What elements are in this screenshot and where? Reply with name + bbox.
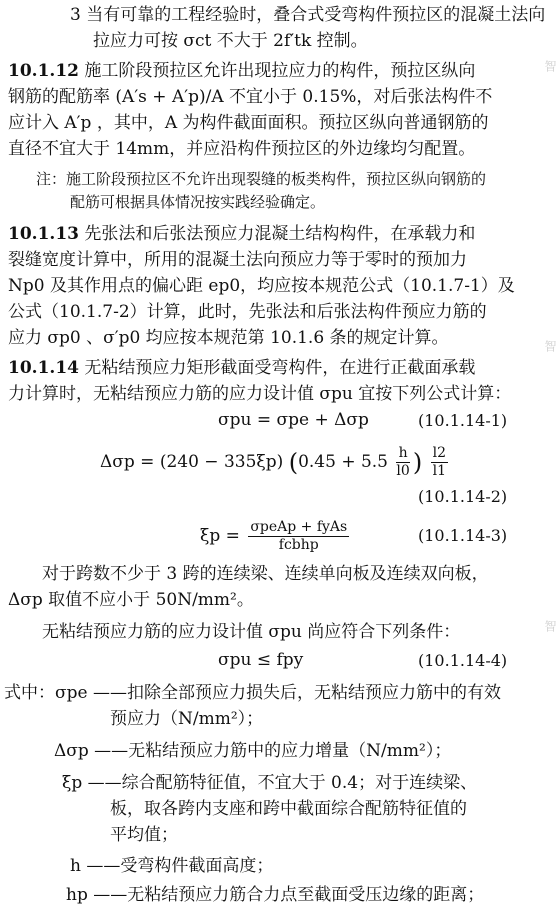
definition-text: ——无粘结预应力筋合力点至截面受压边缘的距离； xyxy=(93,885,485,905)
paragraph-line: Np0 及其作用点的偏心距 ep0，均应按本规范公式（10.1.7-1）及 xyxy=(8,276,515,296)
paragraph-line: 应计入 A′p ，其中，A 为构件截面面积。预拉区纵向普通钢筋的 xyxy=(8,113,489,133)
fraction-denominator: l1 xyxy=(432,463,446,479)
fraction-numerator: l2 xyxy=(432,445,446,461)
paragraph-line: 无粘结预应力矩形截面受弯构件，在进行正截面承载 xyxy=(84,358,476,378)
fraction-denominator: l0 xyxy=(396,463,410,479)
paragraph-line: 对于跨数不少于 3 跨的连续梁、连续单向板及连续双向板， xyxy=(42,564,489,584)
paragraph-line: 无粘结预应力筋的应力设计值 σpu 尚应符合下列条件： xyxy=(42,622,461,642)
paragraph-line: Δσp 取值不应小于 50N/mm²。 xyxy=(8,590,254,610)
paragraph-line: 钢筋的配筋率 (A′s + A′p)/A 不宜小于 0.15%，对后张法构件不 xyxy=(8,87,493,107)
section-number: 10.1.12 xyxy=(8,61,79,81)
equation-10-1-14-1: σpu = σpe + Δσp xyxy=(218,410,369,430)
equation-10-1-14-2 xyxy=(100,440,451,484)
definition-text: 平均值； xyxy=(110,825,178,845)
watermark: 智 xyxy=(543,620,557,632)
fraction xyxy=(431,445,448,480)
section-number: 10.1.13 xyxy=(8,224,79,244)
fraction xyxy=(248,519,349,554)
item3-line2: 拉应力可按 σct 不大于 2f′tk 控制。 xyxy=(93,31,368,51)
watermark: 智 xyxy=(543,60,557,72)
equation-number: (10.1.14-2) xyxy=(418,487,508,506)
definition-symbol: hp xyxy=(66,885,88,905)
equation-10-1-14-4: σpu ≤ fpy xyxy=(218,650,304,670)
definition-symbol: h xyxy=(70,856,81,876)
paragraph-line: 力计算时，无粘结预应力筋的应力设计值 σpu 宜按下列公式计算： xyxy=(8,384,512,404)
definition-row xyxy=(62,772,559,794)
paragraph-line: 应力 σp0 、σ′p0 均应按本规范第 10.1.6 条的规定计算。 xyxy=(8,328,449,348)
fraction xyxy=(396,445,409,480)
equation-term: 0.45 + 5.5 xyxy=(298,452,389,472)
equation-number: (10.1.14-1) xyxy=(418,411,508,430)
note-line: 配筋可根据具体情况按实践经验确定。 xyxy=(70,193,326,211)
item3-line1: 3 当有可靠的工程经验时，叠合式受弯构件预拉区的混凝土法向 xyxy=(70,5,546,25)
section-10-1-13-heading xyxy=(8,223,559,245)
equation-10-1-14-3 xyxy=(200,514,352,558)
definition-text: 板，取各跨内支座和跨中截面综合配筋特征值的 xyxy=(110,799,467,819)
definition-text: ——无粘结预应力筋中的应力增量（N/mm²）； xyxy=(94,741,452,761)
equation-lhs: Δσp = (240 − 335ξp) xyxy=(100,452,284,472)
paragraph-line: 裂缝宽度计算中，所用的混凝土法向预应力等于零时的预加力 xyxy=(8,250,467,270)
definition-row xyxy=(70,855,559,877)
watermark: 智 xyxy=(543,340,557,352)
equation-number: (10.1.14-3) xyxy=(418,526,508,545)
definition-text: ——综合配筋特征值，不宜大于 0.4；对于连续梁、 xyxy=(87,773,478,793)
definition-row xyxy=(54,740,559,762)
definition-text: 预应力（N/mm²）； xyxy=(110,709,264,729)
fraction-denominator: fcbhp xyxy=(278,537,319,553)
fraction-numerator: σpeAp + fyAs xyxy=(250,519,348,535)
definition-symbol: 式中：σpe xyxy=(4,683,88,703)
paragraph-line: 直径不宜大于 14mm，并应沿构件预拉区的外边缘均匀配置。 xyxy=(8,139,476,159)
definition-row xyxy=(4,682,559,704)
left-paren: ( xyxy=(288,448,299,477)
right-paren: ) xyxy=(412,448,423,477)
paragraph-line: 公式（10.1.7-2）计算，此时，先张法和后张法构件预应力筋的 xyxy=(8,302,487,322)
definition-text: ——受弯构件截面高度； xyxy=(86,856,274,876)
definition-text: ——扣除全部预应力损失后，无粘结预应力筋中的有效 xyxy=(92,683,501,703)
paragraph-line: 先张法和后张法预应力混凝土结构构件，在承载力和 xyxy=(84,224,476,244)
paragraph-line: 施工阶段预拉区允许出现拉应力的构件，预拉区纵向 xyxy=(84,61,476,81)
section-10-1-12-heading xyxy=(8,60,559,82)
note-line: 注：施工阶段预拉区不允许出现裂缝的板类构件，预拉区纵向钢筋的 xyxy=(36,170,487,188)
definition-symbol: Δσp xyxy=(54,741,89,761)
section-number: 10.1.14 xyxy=(8,358,79,378)
fraction-numerator: h xyxy=(396,445,409,463)
section-10-1-14-heading xyxy=(8,357,559,379)
definition-symbol: ξp xyxy=(62,773,83,793)
definition-row xyxy=(66,884,559,906)
equation-number: (10.1.14-4) xyxy=(418,651,508,670)
equation-lhs: ξp = xyxy=(200,526,240,546)
